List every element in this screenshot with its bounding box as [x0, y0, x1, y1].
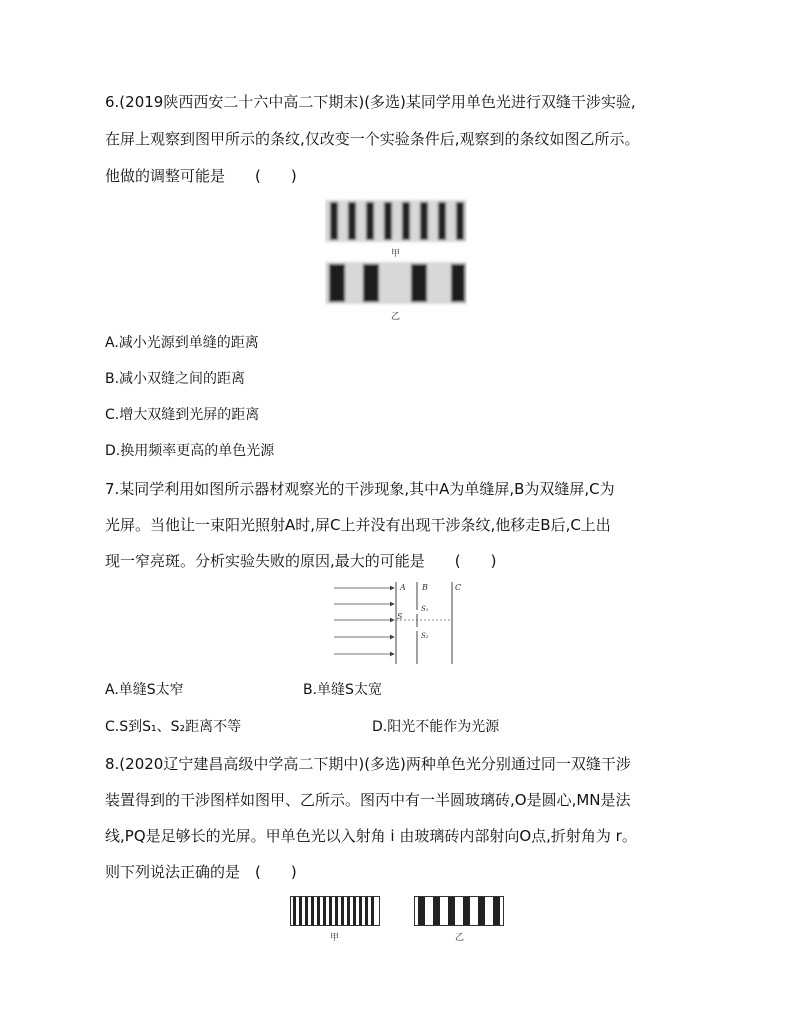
q6-option-b[interactable]: B.减小双缝之间的距离: [105, 371, 246, 387]
q8-line-3: 线,PQ是足够长的光屏。甲单色光以入射角 i 由玻璃砖内部射向O点,折射角为 r。: [105, 827, 637, 845]
q7-option-d[interactable]: D.阳光不能作为光源: [372, 719, 500, 735]
q8-line-4: 则下列说法正确的是 ( ): [105, 863, 297, 881]
q6-line-3: 他做的调整可能是 ( ): [105, 167, 297, 185]
q8-caption-b: 乙: [455, 933, 465, 943]
q7-option-c[interactable]: C.S到S₁、S₂距离不等: [105, 719, 242, 735]
q8-line-1: 8.(2020辽宁建昌高级中学高二下期中)(多选)两种单色光分别通过同一双缝干涉: [105, 755, 631, 773]
label-b: B: [422, 583, 428, 592]
q6-caption-b: 乙: [391, 312, 401, 322]
label-a: A: [400, 583, 406, 592]
q6-option-d[interactable]: D.换用频率更高的单色光源: [105, 443, 275, 459]
q6-line-1: 6.(2019陕西西安二十六中高二下期末)(多选)某同学用单色光进行双缝干涉实验,: [105, 93, 636, 111]
fringe-pattern-b: [325, 262, 467, 304]
q7-line-1: 7.某同学利用如图所示器材观察光的干涉现象,其中A为单缝屏,B为双缝屏,C为: [105, 480, 615, 498]
q6-caption-a: 甲: [391, 249, 401, 259]
incident-light-rays: [334, 588, 394, 654]
q7-option-b[interactable]: B.单缝S太宽: [303, 682, 382, 698]
q8-line-2: 装置得到的干涉图样如图甲、乙所示。图丙中有一半圆玻璃砖,O是圆心,MN是法: [105, 791, 631, 809]
q6-option-c[interactable]: C.增大双缝到光屏的距离: [105, 407, 260, 423]
q6-option-a[interactable]: A.减小光源到单缝的距离: [105, 335, 259, 351]
q6-fringe-figure: [325, 198, 467, 323]
label-s2: S₂: [421, 632, 429, 640]
q8-caption-a: 甲: [330, 933, 340, 943]
q8-fringe-figure-b: [414, 896, 504, 930]
q7-line-2: 光屏。当他让一束阳光照射A时,屏C上并没有出现干涉条纹,他移走B后,C上出: [105, 516, 611, 534]
label-c: C: [455, 583, 462, 592]
q8-fringe-figure-a: [290, 896, 380, 930]
q7-line-3: 现一窄亮斑。分析实验失败的原因,最大的可能是 ( ): [105, 552, 497, 570]
fringe-pattern-a: [325, 200, 467, 242]
q7-option-a[interactable]: A.单缝S太窄: [105, 682, 184, 698]
q7-apparatus-diagram: [330, 578, 465, 668]
label-s1: S₁: [421, 605, 429, 613]
label-s: S: [397, 612, 403, 621]
q6-line-2: 在屏上观察到图甲所示的条纹,仅改变一个实验条件后,观察到的条纹如图乙所示。: [105, 130, 640, 148]
